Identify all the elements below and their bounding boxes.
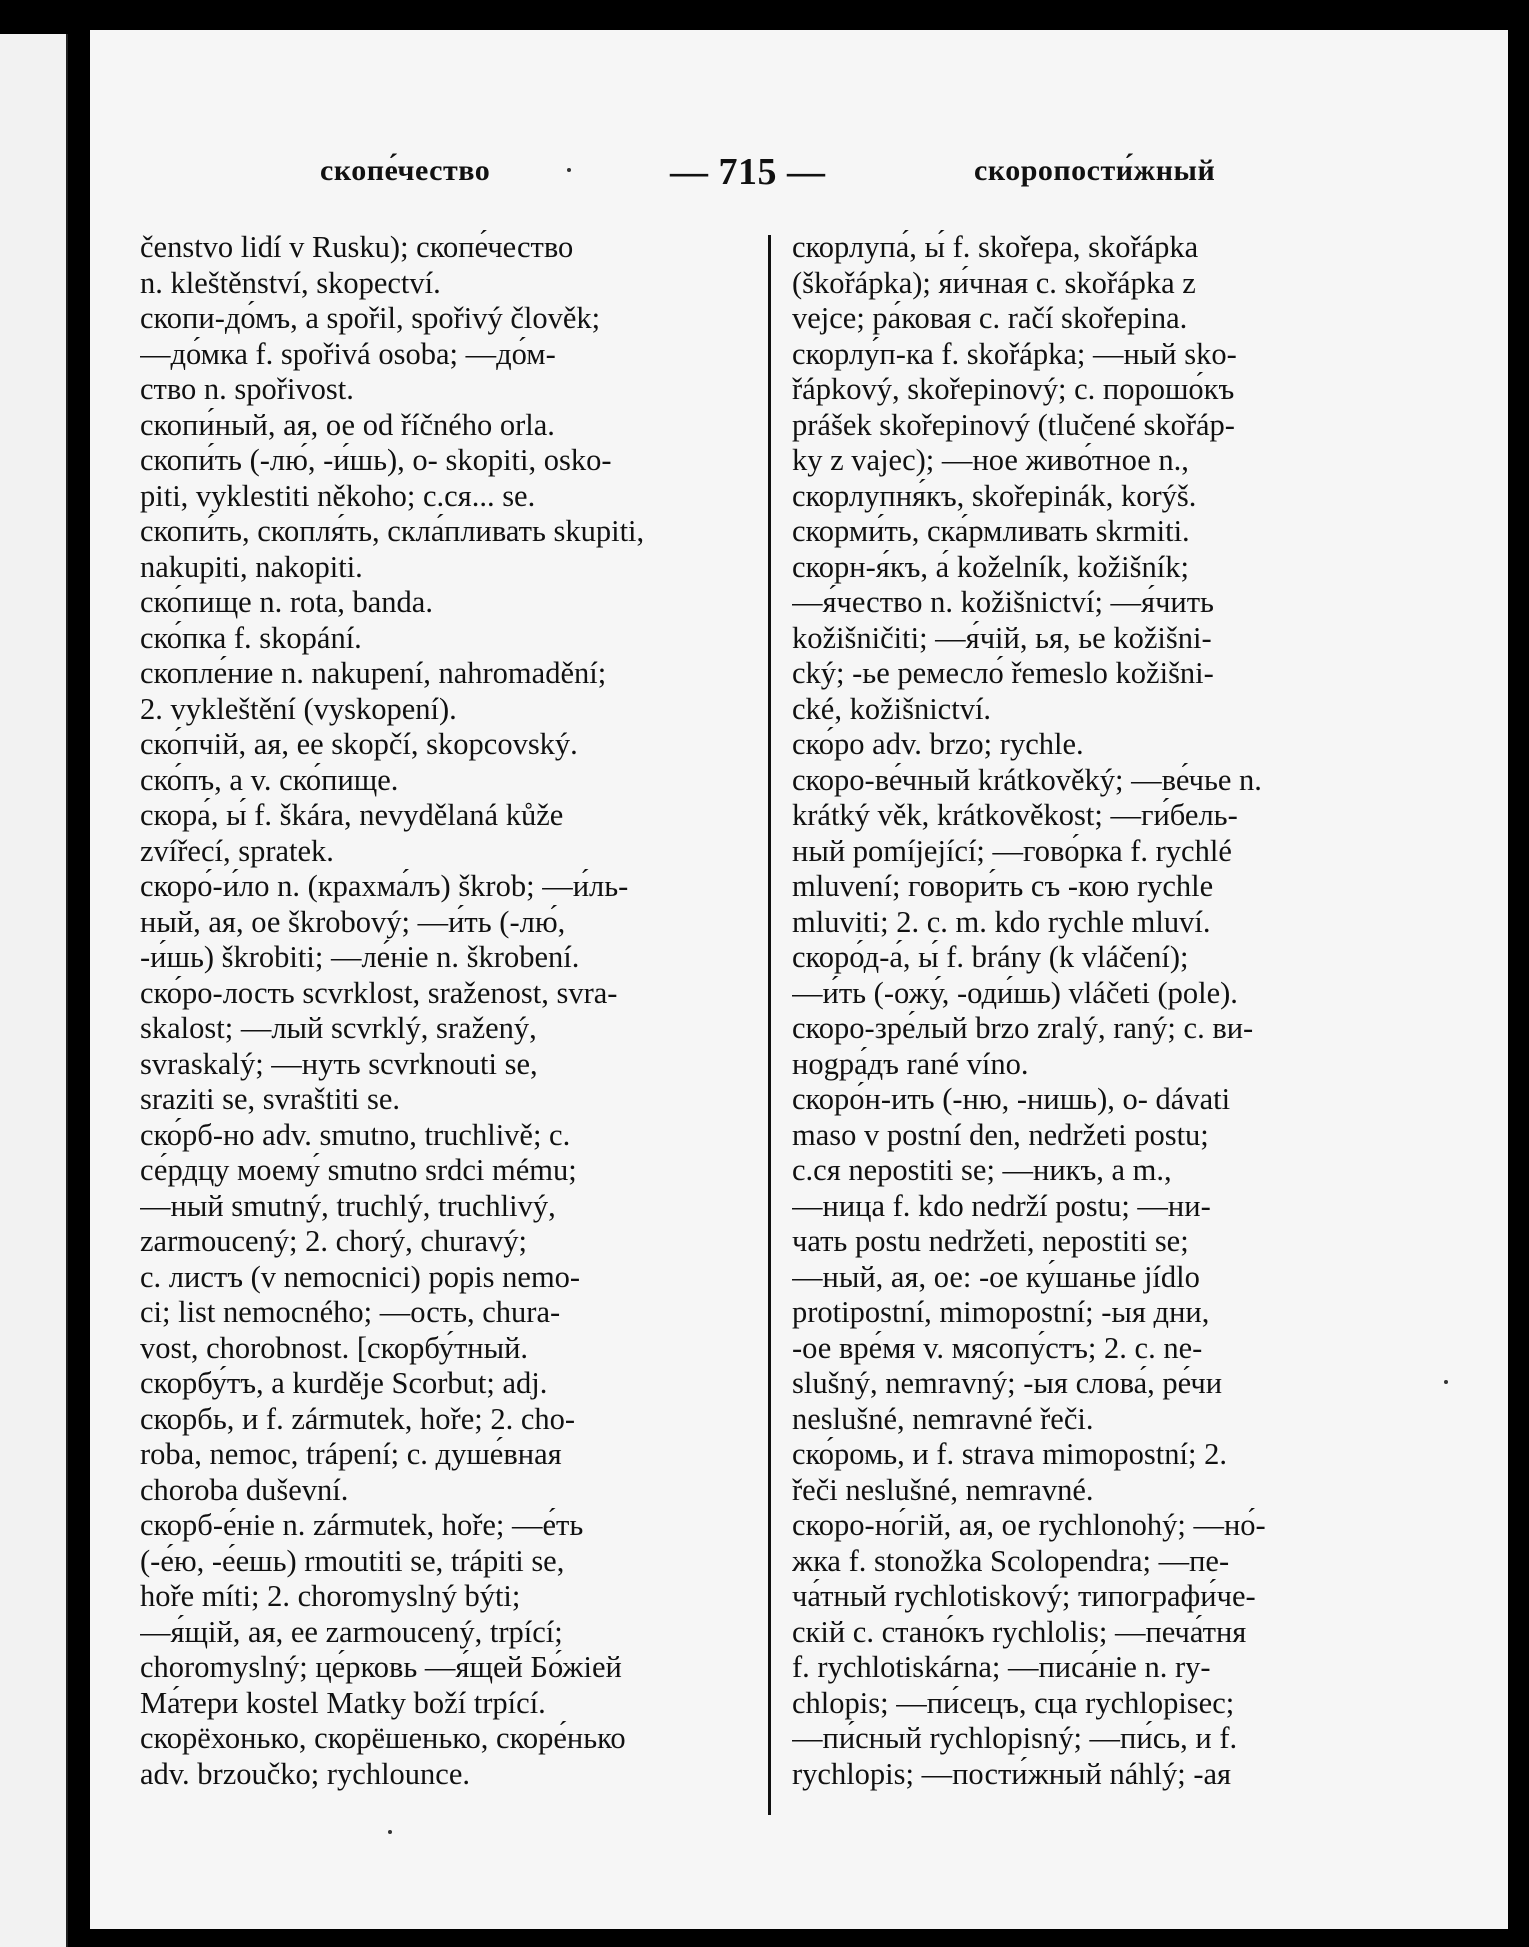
entry-line: скій c. стано́къ rychlolis; —печа́тня xyxy=(792,1614,1247,1649)
entry-line: скорбь, и f. zármutek, hoře; 2. cho- xyxy=(140,1401,576,1436)
entry-line: —ный, ая, ое: -ое ку́шанье jídlo xyxy=(792,1259,1200,1294)
entry-line: protipostní, mimopostní; -ыя дни, xyxy=(792,1295,1210,1329)
entry-line: f. rychlotiskárna; —писа́ніе n. ry- xyxy=(792,1650,1211,1684)
entry-line: krátký věk, krátkověkost; —ги́бель- xyxy=(792,798,1238,832)
entry-line: ско́рб-но adv. smutno, truchlivě; c. xyxy=(140,1117,571,1152)
entry-line: скоро-но́гій, ая, ое rychlonohý; —но́- xyxy=(792,1508,1266,1542)
entry-line: choroba duševní. xyxy=(140,1472,349,1507)
entry-line: chlopis; —пи́сецъ, сца rychlopisec; xyxy=(792,1685,1235,1720)
entry-line: ky z vajec); —ное живо́тное n., xyxy=(792,443,1189,477)
entry-line: —пи́сный rychlopisný; —пи́сь, и f. xyxy=(792,1721,1238,1755)
entry-line: -и́шь) škrobiti; —ле́ніе n. škrobení. xyxy=(140,940,580,974)
entry-line: скорлу́п-ка f. skořápka; —ный sko- xyxy=(792,336,1237,371)
entry-line: скоро-зре́лый brzo zralý, raný; c. ви- xyxy=(792,1011,1254,1045)
entry-line: svraskalý; —нуть scvrknouti se, xyxy=(140,1046,538,1081)
entry-line: 2. vykleštění (vyskopení). xyxy=(140,691,457,726)
entry-line: скоро-ве́чный krátkověký; —ве́чье n. xyxy=(792,762,1262,797)
entry-line: vost, chorobnost. [скорбу́тный. xyxy=(140,1330,529,1365)
page-header xyxy=(90,144,1508,204)
entry-line: ско́пъ, a v. ско́пище. xyxy=(140,762,399,797)
entry-line: скорб-е́ніе n. zármutek, hoře; —е́ть xyxy=(140,1508,584,1542)
entry-line: řeči neslušné, nemravné. xyxy=(792,1472,1094,1507)
entry-line: ско́ро adv. brzo; rychle. xyxy=(792,727,1084,761)
adjacent-page-edge xyxy=(0,34,68,1947)
entry-line: скопи́ть (-лю́, -и́шь), o- skopiti, osko- xyxy=(140,443,612,477)
entry-line: ско́ро-лость scvrklost, sraženost, svra- xyxy=(140,975,618,1010)
entry-line: Ма́тери kostel Matky boží trpící. xyxy=(140,1685,546,1720)
entry-line: —ный smutný, truchlý, truchlivý, xyxy=(140,1188,556,1223)
entry-line: ско́пчій, ая, ее skopčí, skopcovský. xyxy=(140,727,578,761)
entry-line: zarmoucený; 2. chorý, churavý; xyxy=(140,1224,528,1258)
page-number: — 715 — xyxy=(670,151,826,193)
entry-line: nakupiti, nakopiti. xyxy=(140,549,363,584)
left-column xyxy=(140,230,830,1792)
entry-line: rychlopis; —пости́жный náhlý; -ая xyxy=(792,1756,1232,1791)
right-catchword: скоропости́жный xyxy=(974,154,1216,187)
entry-line: skalost; —лый scvrklý, sražený, xyxy=(140,1011,537,1045)
entry-line: —до́мка f. spořivá osoba; —до́м- xyxy=(140,336,556,371)
entry-line: скопи́ть, скопля́ть, скла́пливать skupiti, xyxy=(140,514,645,548)
entry-line: hoře míti; 2. choromyslný býti; xyxy=(140,1579,521,1613)
entry-line: —я́чество n. kožišnictví; —я́чить xyxy=(792,585,1214,619)
entry-line: скорбу́тъ, a kurděje Scorbut; adj. xyxy=(140,1366,548,1400)
entry-line: се́рдцу моему́ smutno srdci mému; xyxy=(140,1153,577,1187)
entry-line: скорлупа́, ы́ f. skořepa, skořápka xyxy=(792,230,1199,264)
print-speck xyxy=(567,168,571,172)
entry-line: neslušné, nemravné řeči. xyxy=(792,1401,1094,1436)
entry-line: скорн-я́къ, а́ koželník, kožišník; xyxy=(792,549,1189,584)
entry-line: —ница f. kdo nedrží postu; —ни- xyxy=(792,1188,1211,1223)
entry-line: —и́ть (-ожу́, -оди́шь) vláčeti (pole). xyxy=(792,975,1238,1010)
entry-line: roba, nemoc, trápení; c. душе́вная xyxy=(140,1437,562,1471)
entry-line: жка f. stonožka Scolopendra; —пе- xyxy=(792,1543,1230,1578)
entry-line: ско́ромь, и f. strava mimopostní; 2. xyxy=(792,1437,1227,1471)
entry-line: скора́, ы́ f. škára, nevydělaná kůže xyxy=(140,798,564,832)
entry-line: —я́щій, ая, ее zarmoucený, trpící; xyxy=(140,1614,563,1649)
entry-line: -ое вре́мя v. мясопу́стъ; 2. c. ne- xyxy=(792,1330,1203,1365)
dictionary-page xyxy=(90,30,1508,1929)
entry-line: čenstvo lidí v Rusku); скопе́чество xyxy=(140,230,574,264)
entry-line: zvířecí, spratek. xyxy=(140,833,334,868)
entry-line: n. kleštěnství, skopectví. xyxy=(140,265,441,300)
entry-line: piti, vyklestiti někoho; c.ся... se. xyxy=(140,478,536,513)
entry-line: vejce; ра́ковая c. račí skořepina. xyxy=(792,301,1188,335)
entry-line: ско́пка f. skopání. xyxy=(140,620,362,655)
entry-line: ско́пище n. rota, banda. xyxy=(140,585,433,619)
entry-line: maso v postní den, nedržeti postu; xyxy=(792,1117,1209,1152)
entry-line: скопи-до́мъ, a spořil, spořivý člověk; xyxy=(140,301,601,335)
entry-line: prášek skořepinový (tlučené skořáp- xyxy=(792,407,1235,442)
entry-line: mluvení; говори́ть съ -кою rychle xyxy=(792,869,1214,903)
entry-line: mluviti; 2. c. m. kdo rychle mluví. xyxy=(792,904,1211,939)
entry-line: ный pomíjející; —гово́рка f. rychlé xyxy=(792,833,1232,868)
entry-line: скорми́ть, ска́рмливать skrmiti. xyxy=(792,514,1190,548)
entry-line: (-е́ю, -е́ешь) rmoutiti se, trápiti se, xyxy=(140,1543,565,1578)
entry-line: скоро́-и́ло n. (крахма́лъ) škrob; —и́ль- xyxy=(140,869,629,903)
right-column xyxy=(792,230,1492,1792)
entry-line: скоро́д-а́, ы́ f. brány (k vláčení); xyxy=(792,940,1189,974)
entry-line: kožišničiti; —я́чій, ья, ье kožišni- xyxy=(792,620,1212,655)
entry-line: ча́тный rychlotiskový; типографи́че- xyxy=(792,1579,1256,1613)
entry-line: ство n. spořivost. xyxy=(140,372,354,406)
print-speck xyxy=(388,1830,392,1834)
entry-line: (škořápka); яи́чная c. skořápka z xyxy=(792,265,1196,300)
entry-line: скорёхонько, скорёшенько, скоре́нько xyxy=(140,1721,626,1755)
entry-line: нogра́дъ rané víno. xyxy=(792,1046,1029,1081)
entry-line: скопле́ние n. nakupení, nahromadění; xyxy=(140,656,607,690)
column-divider xyxy=(768,235,771,1815)
entry-line: c.ся nepostiti se; —никъ, a m., xyxy=(792,1153,1172,1187)
entry-line: řápkový, skořepinový; c. порошо́къ xyxy=(792,372,1235,406)
entry-line: cké, kožišnictví. xyxy=(792,691,992,726)
entry-line: скоро́н-ить (-ню, -нишь), o- dávati xyxy=(792,1082,1231,1116)
entry-line: ci; list nemocného; —ость, chura- xyxy=(140,1295,561,1329)
entry-line: скопи́ный, ая, ое od říčného orla. xyxy=(140,407,555,442)
entry-line: slušný, nemravný; -ыя слова́, ре́чи xyxy=(792,1366,1223,1400)
entry-line: adv. brzoučko; rychlounce. xyxy=(140,1756,471,1791)
entry-line: чать postu nedržeti, nepostiti se; xyxy=(792,1224,1189,1258)
entry-line: choromyslný; це́рковь —я́щей Бо́жіей xyxy=(140,1650,622,1684)
print-speck xyxy=(1444,1380,1448,1384)
entry-line: sraziti se, svraštiti se. xyxy=(140,1082,401,1116)
entry-line: ный, ая, ое škrobový; —и́ть (-лю́, xyxy=(140,904,566,939)
entry-line: c. листъ (v nemocnici) popis nemo- xyxy=(140,1259,581,1294)
entry-line: cký; -ье ремесло́ řemeslo kožišni- xyxy=(792,656,1214,690)
left-catchword: скопе́чество xyxy=(320,154,491,187)
entry-line: скорлупня́къ, skořepinák, korýš. xyxy=(792,478,1197,513)
